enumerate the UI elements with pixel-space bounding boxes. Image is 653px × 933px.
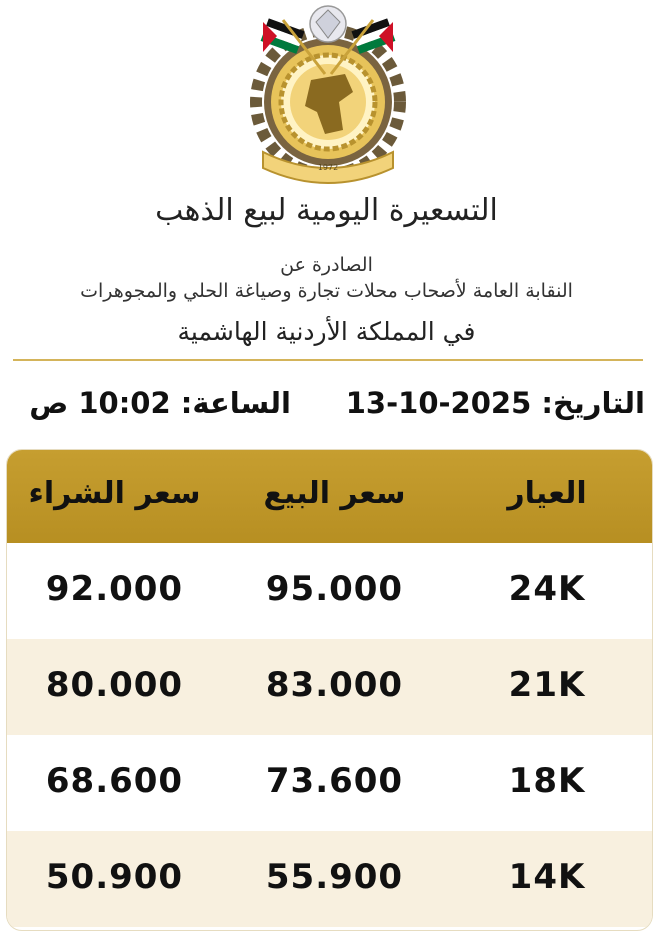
karat-cell: 24K: [508, 569, 586, 609]
date-value: 13-10-2025: [345, 386, 532, 420]
buy-price-cell: 68.600: [45, 761, 184, 801]
table-row: [7, 639, 652, 735]
sell-price-cell: 95.000: [265, 569, 404, 609]
datetime-bar: [0, 386, 653, 430]
buy-price-cell: 92.000: [45, 569, 184, 609]
syndicate-name: النقابة العامة لأصحاب محلات تجارة وصياغة الحلي والمجوهرات: [80, 280, 573, 302]
table-row: [7, 543, 652, 639]
header-karat: العيار: [507, 476, 587, 511]
karat-cell: 21K: [508, 665, 586, 705]
karat-cell: 18K: [508, 761, 586, 801]
time-label: الساعة:: [180, 386, 291, 420]
issued-by-label: الصادرة عن: [280, 254, 373, 276]
buy-price-cell: 50.900: [45, 857, 184, 897]
date-block: [346, 386, 645, 420]
time-block: [29, 386, 291, 420]
header-sell-price: سعر البيع: [263, 476, 406, 511]
sell-price-cell: 83.000: [265, 665, 404, 705]
date-label: التاريخ:: [541, 386, 645, 420]
kingdom-name: في المملكة الأردنية الهاشمية: [177, 317, 476, 346]
logo-year-text: 1972: [317, 163, 339, 172]
time-value: 10:02 ص: [29, 386, 171, 420]
price-table: [6, 449, 653, 931]
table-row: [7, 831, 652, 927]
header-buy-price: سعر الشراء: [28, 476, 201, 511]
karat-cell: 14K: [508, 857, 586, 897]
sell-price-cell: 55.900: [265, 857, 404, 897]
syndicate-logo-icon: [243, 2, 413, 187]
table-header: [7, 450, 652, 543]
divider: [13, 359, 643, 361]
sell-price-cell: 73.600: [265, 761, 404, 801]
buy-price-cell: 80.000: [45, 665, 184, 705]
page-title: التسعيرة اليومية لبيع الذهب: [155, 193, 498, 228]
table-row: [7, 735, 652, 831]
